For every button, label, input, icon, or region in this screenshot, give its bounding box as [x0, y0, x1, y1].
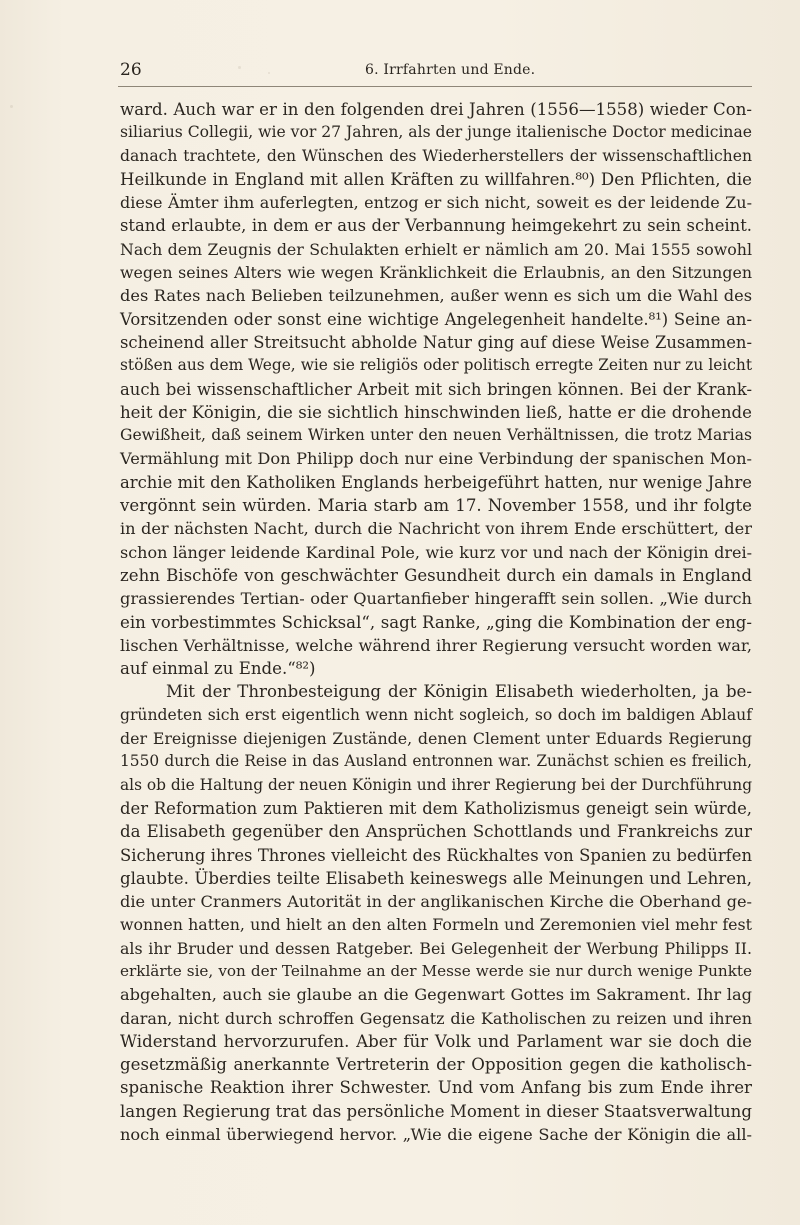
text-line: heit der Königin, die sie sichtlich hinschwinden ließ, hatte er die drohende [120, 402, 752, 422]
text-line: die unter Cranmers Autorität in der anglikanischen Kirche die Oberhand ge- [120, 892, 752, 912]
text-line: spanische Reaktion ihrer Schwester. Und vom Anfang bis zum Ende ihrer [120, 1078, 752, 1098]
running-head [120, 60, 750, 84]
text-line: der Ereignisse diejenigen Zustände, denen Clement unter Eduards Regierung [120, 729, 752, 749]
text-line: 1550 durch die Reise in das Ausland entronnen war. Zunächst schien es freilich, [120, 752, 752, 771]
text-line: gründeten sich erst eigentlich wenn nicht sogleich, so doch im baldigen Ablauf [120, 705, 752, 724]
text-line: als ob die Haltung der neuen Königin und ihrer Regierung bei der Durchführung [120, 775, 753, 794]
page-number: 26 [120, 60, 142, 80]
paper-speck [268, 72, 270, 74]
text-line: Vermählung mit Don Philipp doch nur eine Verbindung der spanischen Mon- [120, 449, 752, 469]
text-line: glaubte. Überdies teilte Elisabeth keineswegs alle Meinungen und Lehren, [120, 868, 752, 888]
text-line: Nach dem Zeugnis der Schulakten erhielt er nämlich am 20. Mai 1555 sowohl [120, 239, 752, 259]
text-line: lischen Verhältnisse, welche während ihrer Regierung versucht worden war, [120, 635, 752, 655]
text-line: wonnen hatten, und hielt an den alten Formeln und Zeremonien viel mehr fest [120, 915, 752, 935]
text-line: vergönnt sein würden. Maria starb am 17. November 1558, und ihr folgte [120, 496, 752, 516]
text-line: als ihr Bruder und dessen Ratgeber. Bei Gelegenheit der Werbung Philipps II. [120, 938, 752, 958]
text-line: noch einmal überwiegend hervor. „Wie die eigene Sache der Königin die all- [120, 1125, 752, 1145]
text-line: in der nächsten Nacht, durch die Nachricht von ihrem Ende erschüttert, der [120, 519, 752, 539]
text-line: danach trachtete, den Wünschen des Wiederherstellers der wissenschaftlichen [120, 146, 752, 165]
text-line: erklärte sie, von der Teilnahme an der Messe werde sie nur durch wenige Punkte [120, 961, 752, 980]
body-text [120, 98, 752, 1146]
paragraph-end-line: auf einmal zu Ende.“⁸²) [120, 659, 316, 679]
paper-speck [10, 105, 13, 108]
text-line: der Reformation zum Paktieren mit dem Katholizismus geneigt sein würde, [120, 798, 752, 818]
text-line: grassierendes Tertian- oder Quartanfieber hingerafft sein sollen. „Wie durch [120, 589, 752, 609]
text-line: langen Regierung trat das persönliche Moment in dieser Staatsverwaltung [120, 1101, 752, 1121]
text-line: ein vorbestimmtes Schicksal“, sagt Ranke, „ging die Kombination der eng- [120, 612, 752, 632]
text-line: wegen seines Alters wie wegen Kränklichkeit die Erlaubnis, an den Sitzungen [120, 263, 752, 283]
text-line: Sicherung ihres Thrones vielleicht des Rückhaltes von Spanien zu bedürfen [120, 845, 752, 865]
text-line: schon länger leidende Kardinal Pole, wie kurz vor und nach der Königin drei- [120, 542, 752, 562]
text-line: archie mit den Katholiken Englands herbeigeführt hatten, nur wenige Jahre [120, 472, 752, 492]
header-rule [118, 86, 752, 87]
paragraph-start-line: Mit der Thronbesteigung der Königin Elisabeth wiederholten, ja be- [166, 682, 752, 702]
text-line: zehn Bischöfe von geschwächter Gesundheit durch ein damals in England [120, 565, 752, 585]
text-line: siliarius Collegii, wie vor 27 Jahren, als der junge italienische Doctor medicinae [120, 123, 752, 142]
text-line: abgehalten, auch sie glaube an die Gegenwart Gottes im Sakrament. Ihr lag [120, 985, 752, 1005]
text-line: stößen aus dem Wege, wie sie religiös oder politisch erregte Zeiten nur zu leicht [120, 356, 752, 375]
text-line: Gewißheit, daß seinem Wirken unter den neuen Verhältnissen, die trotz Marias [120, 426, 752, 445]
text-line: des Rates nach Belieben teilzunehmen, außer wenn es sich um die Wahl des [120, 286, 752, 306]
text-line: Widerstand hervorzurufen. Aber für Volk und Parlament war sie doch die [120, 1031, 752, 1051]
text-line: Vorsitzenden oder sonst eine wichtige Angelegenheit handelte.⁸¹) Seine an- [120, 309, 752, 329]
text-line: ward. Auch war er in den folgenden drei Jahren (1556—1558) wieder Con- [120, 100, 752, 119]
text-line: diese Ämter ihm auferlegten, entzog er sich nicht, soweit es der leidende Zu- [120, 193, 752, 213]
paper-speck [238, 66, 241, 69]
text-line: gesetzmäßig anerkannte Vertreterin der Opposition gegen die katholisch- [120, 1055, 752, 1075]
text-line: daran, nicht durch schroffen Gegensatz die Katholischen zu reizen und ihren [120, 1008, 752, 1028]
text-line: scheinend aller Streitsucht abholde Natur ging auf diese Weise Zusammen- [120, 332, 752, 352]
text-line: stand erlaubte, in dem er aus der Verbannung heimgekehrt zu sein scheint. [120, 216, 752, 236]
text-line: auch bei wissenschaftlicher Arbeit mit sich bringen können. Bei der Krank- [120, 379, 752, 399]
text-line: da Elisabeth gegenüber den Ansprüchen Schottlands und Frankreichs zur [120, 822, 752, 842]
text-line: Heilkunde in England mit allen Kräften zu willfahren.⁸⁰) Den Pflichten, die [120, 169, 752, 189]
chapter-title: 6. Irrfahrten und Ende. [365, 62, 536, 78]
